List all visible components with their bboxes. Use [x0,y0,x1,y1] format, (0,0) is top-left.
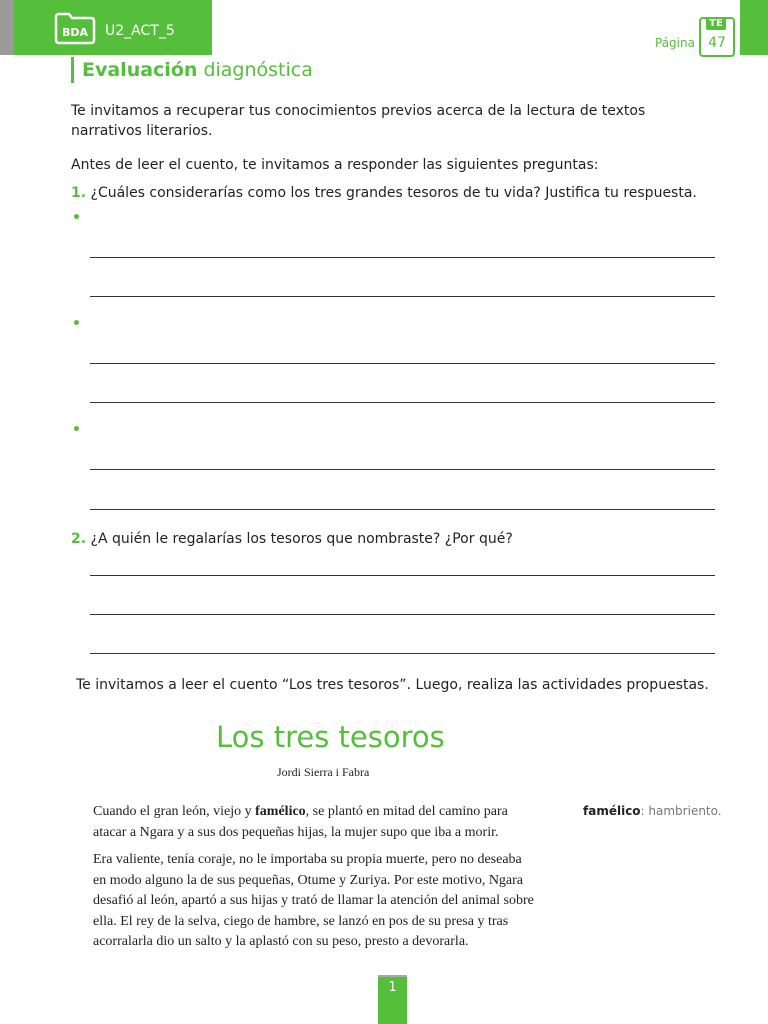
footer-page-number: 1 [378,977,407,1024]
glossary-note [583,804,722,818]
section-title-rest: diagnóstica [203,59,313,81]
page-number: 47 [708,35,726,51]
page-number-box [699,17,735,57]
header-right-edge [740,0,768,55]
bullet-3: • [72,422,81,438]
section-title [82,59,313,81]
story-author: Jordi Sierra i Fabra [277,765,370,779]
answer-line[interactable] [90,575,715,576]
question-1 [71,183,697,203]
bda-badge-text: BDA [61,26,89,39]
answer-line[interactable] [90,653,715,654]
answer-line[interactable] [90,363,715,364]
answer-line[interactable] [90,469,715,470]
question-1-text: ¿Cuáles considerarías como los tres grandes tesoros de tu vida? Justifica tu respuesta. [90,185,697,201]
answer-line[interactable] [90,614,715,615]
story-p1-line-1: Cuando el gran león, viejo y famélico, se plantó en mitad del camino para [93,804,508,819]
keyword-famelico: famélico [255,804,306,819]
story-p2-line: desafió al león, apartó a sus hijas y trató de llamar la atención del animal sobre [93,893,534,908]
question-2 [71,529,513,549]
answer-line[interactable] [90,257,715,258]
question-2-text: ¿A quién le regalarías los tesoros que nombraste? ¿Por qué? [90,531,513,547]
bullet-1: • [72,210,81,226]
te-badge: TE [706,17,726,30]
story-p2-line: ella. El rey de la selva, ciego de hambre, se lanzó en pos de su presa y tras [93,913,509,929]
question-1-number: 1. [71,185,87,201]
header-edge [0,0,14,55]
intro-line-2: narrativos literarios. [71,123,213,139]
glossary-definition: : hambriento. [640,804,722,818]
answer-line[interactable] [90,402,715,403]
invite-read-text: Te invitamos a leer el cuento “Los tres tesoros”. Luego, realiza las actividades propuestas. [76,677,709,693]
intro-line-1: Te invitamos a recuperar tus conocimientos previos acerca de la lectura de textos [71,103,646,119]
before-reading-text: Antes de leer el cuento, te invitamos a responder las siguientes preguntas: [71,157,599,173]
story-p1-line-2: atacar a Ngara y a sus dos pequeñas hijas, la mujer supo que iba a morir. [93,824,499,840]
question-2-number: 2. [71,531,87,547]
story-paragraph-2 [93,850,534,953]
story-paragraph-1 [93,802,508,843]
glossary-term: famélico [583,804,641,818]
activity-code: U2_ACT_5 [105,23,175,39]
story-title: Los tres tesoros [216,720,445,754]
section-accent-bar [71,57,74,83]
page-label: Página [655,36,695,50]
answer-line[interactable] [90,296,715,297]
bda-folder-icon[interactable] [53,11,97,45]
section-title-bold: Evaluación [82,59,198,81]
story-p2-line: Era valiente, tenía coraje, no le importaba su propia muerte, pero no deseaba [93,852,522,867]
story-p2-line: acorralarla dio un salto y la aplastó con su peso, presto a devorarla. [93,934,469,949]
bullet-2: • [72,316,81,332]
story-p2-line: en modo alguno la de sus pequeñas, Otume y Zuriya. Por este motivo, Ngara [93,872,524,888]
answer-line[interactable] [90,509,715,510]
